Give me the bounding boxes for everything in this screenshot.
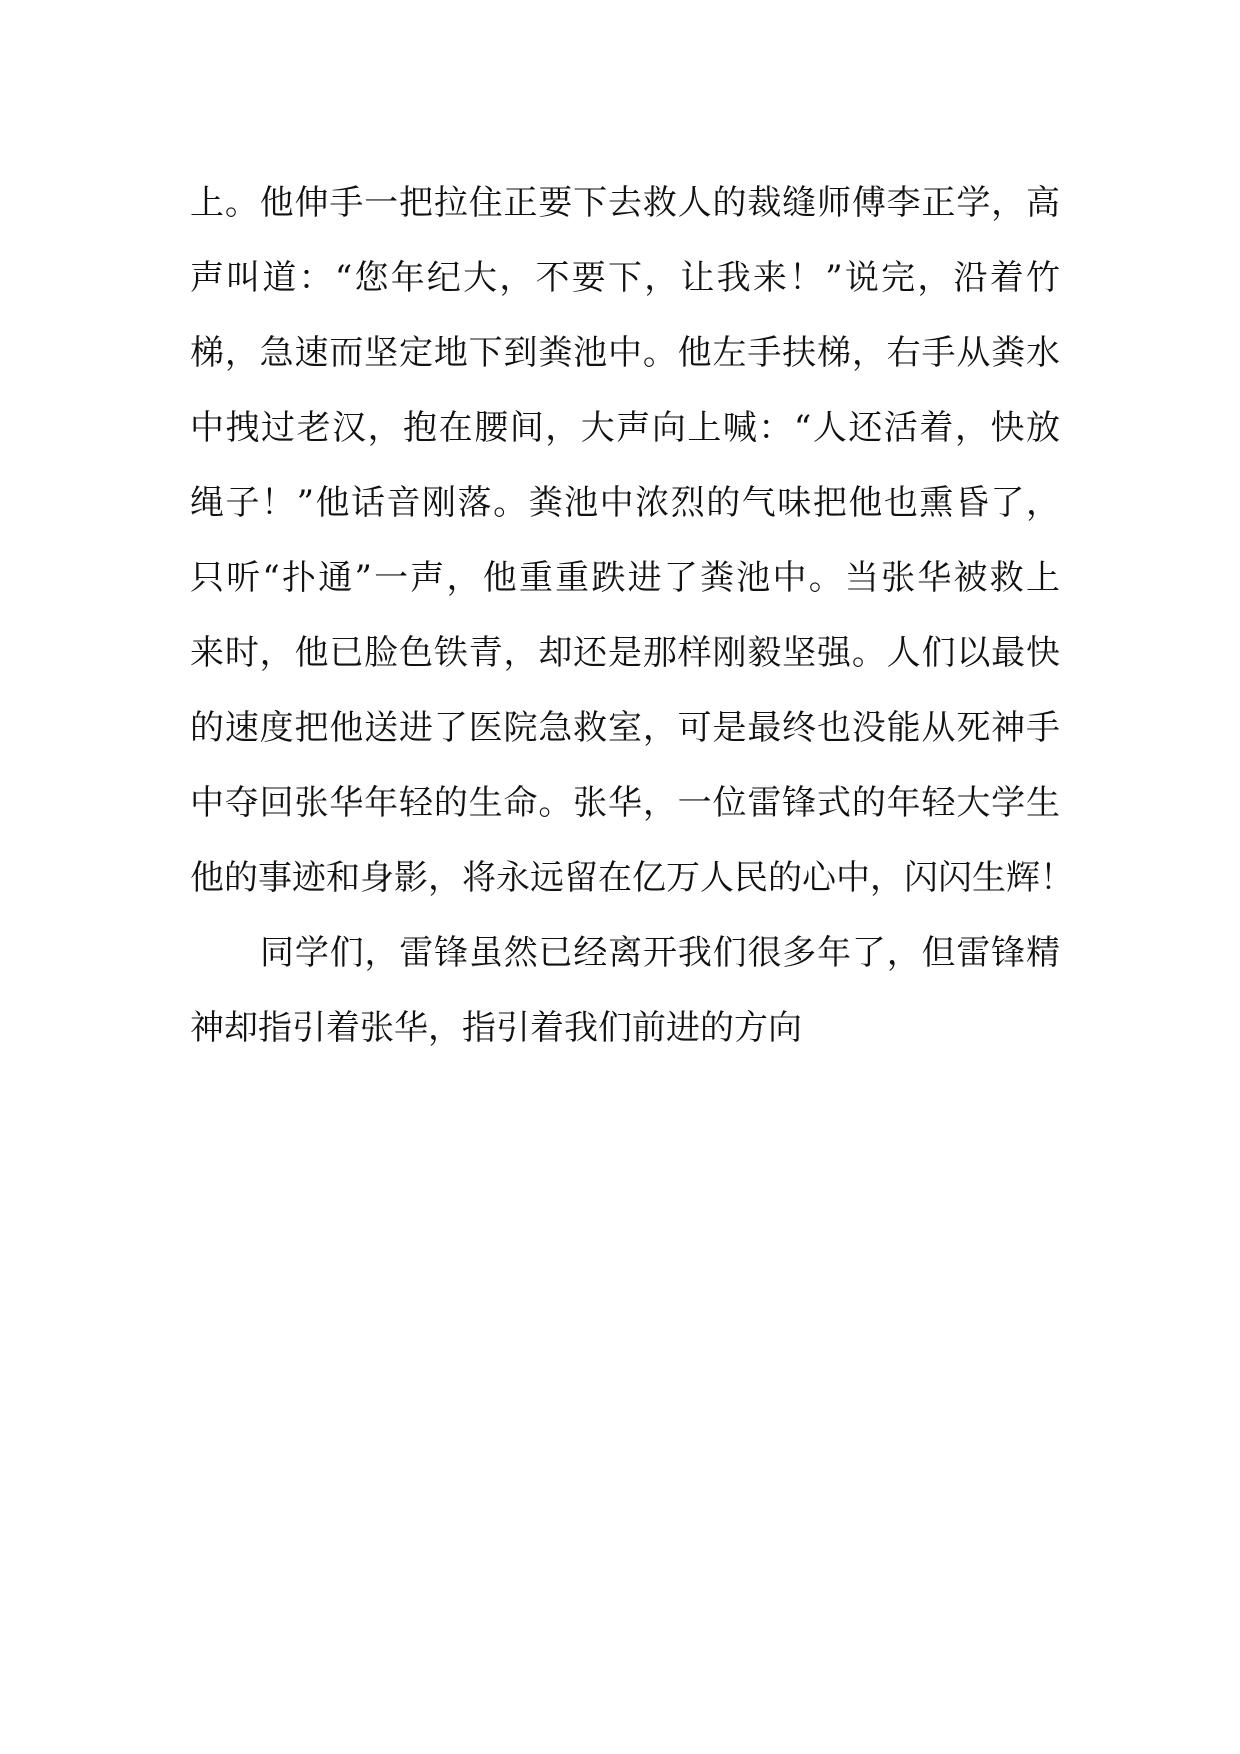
text-line: 梯，急速而坚定地下到粪池中。他左手扶梯，右手从粪水 (190, 333, 1060, 373)
text-line: 绳子！”他话音刚落。粪池中浓烈的气味把他也熏昏了， (190, 483, 1060, 523)
text-line: 只听“扑通”一声，他重重跌进了粪池中。当张华被救上 (190, 558, 1060, 598)
text-line: 中夺回张华年轻的生命。张华，一位雷锋式的年轻大学生 (190, 783, 1060, 823)
paragraph-end-line: 神却指引着张华，指引着我们前进的方向 (190, 1008, 802, 1048)
text-line: 上。他伸手一把拉住正要下去救人的裁缝师傅李正学，高 (190, 183, 1060, 223)
text-line: 声叫道：“您年纪大，不要下，让我来！”说完，沿着竹 (190, 258, 1060, 298)
text-line: 来时，他已脸色铁青，却还是那样刚毅坚强。人们以最快 (190, 633, 1060, 673)
text-line: 他的事迹和身影，将永远留在亿万人民的心中，闪闪生辉！ (190, 858, 1074, 898)
text-line: 中拽过老汉，抱在腰间，大声向上喊：“人还活着，快放 (190, 408, 1060, 448)
body-text (190, 166, 1074, 1066)
text-line: 的速度把他送进了医院急救室，可是最终也没能从死神手 (190, 708, 1060, 748)
paragraph-start-line: 同学们，雷锋虽然已经离开我们很多年了，但雷锋精 (260, 933, 1060, 973)
